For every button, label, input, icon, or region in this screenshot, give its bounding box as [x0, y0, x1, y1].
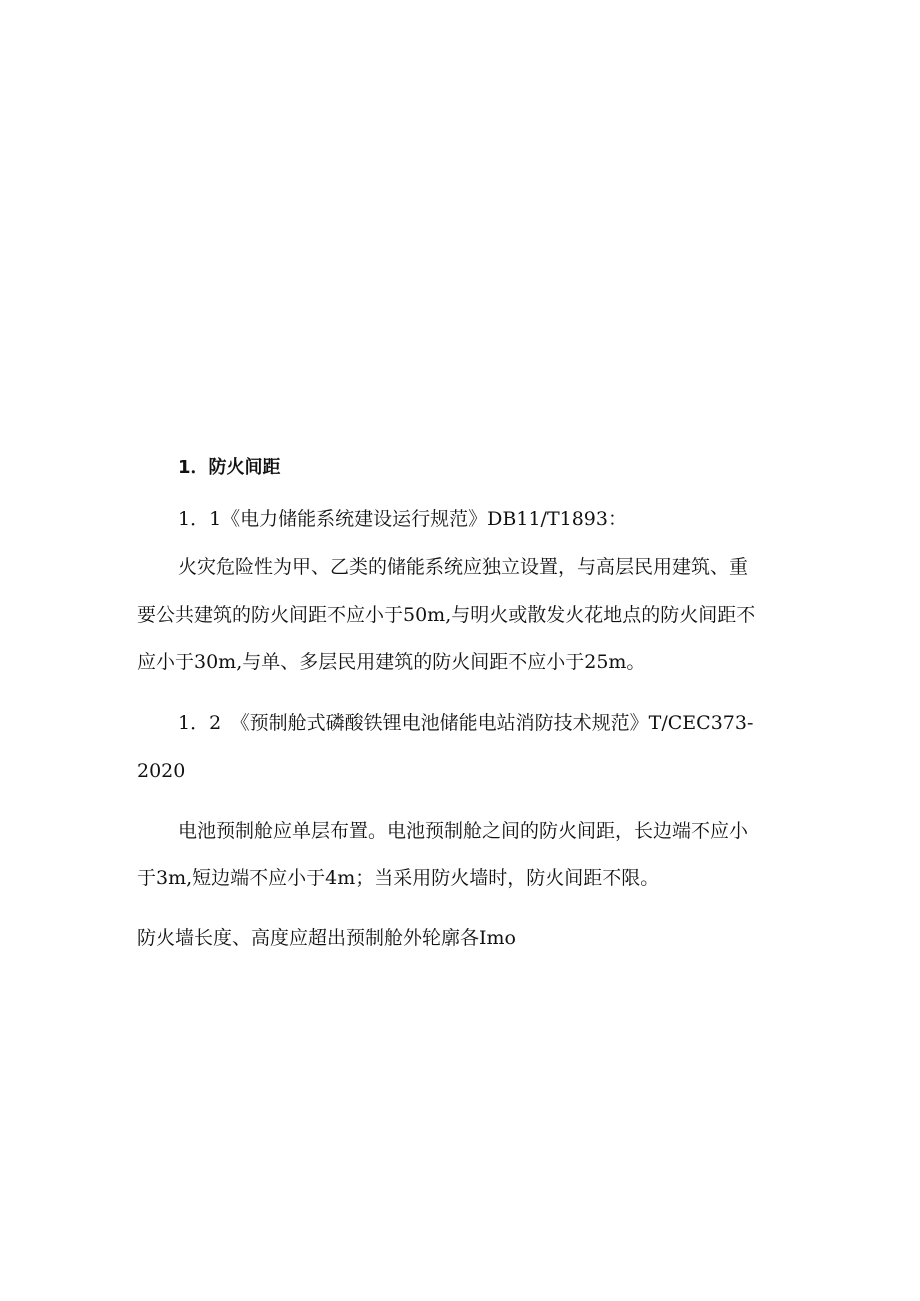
trailing-paragraph: 防火墙长度、高度应超出预制舱外轮廓各Imo — [137, 927, 516, 949]
subsection-2-body-line-2: 于3m,短边端不应小于4m；当采用防火墙时，防火间距不限。 — [137, 867, 660, 889]
subsection-1-body-line-2: 要公共建筑的防火间距不应小于50m,与明火或散发火花地点的防火间距不 — [137, 604, 756, 626]
section-heading: 1．防火间距 — [178, 457, 281, 478]
subsection-2-title-line-2: 2020 — [137, 760, 186, 782]
subsection-1-title: 1．1《电力储能系统建设运行规范》DB11/T1893： — [178, 508, 627, 530]
subsection-1-body-line-3: 应小于30m,与单、多层民用建筑的防火间距不应小于25m。 — [137, 651, 646, 673]
subsection-2-body-line-1: 电池预制舱应单层布置。电池预制舱之间的防火间距，长边端不应小 — [178, 820, 749, 842]
subsection-2-title-line-1: 1．2 《预制舱式磷酸铁锂电池储能电站消防技术规范》T/CEC373- — [178, 712, 754, 734]
subsection-1-body-line-1: 火灾危险性为甲、乙类的储能系统应独立设置，与高层民用建筑、重 — [178, 556, 749, 578]
